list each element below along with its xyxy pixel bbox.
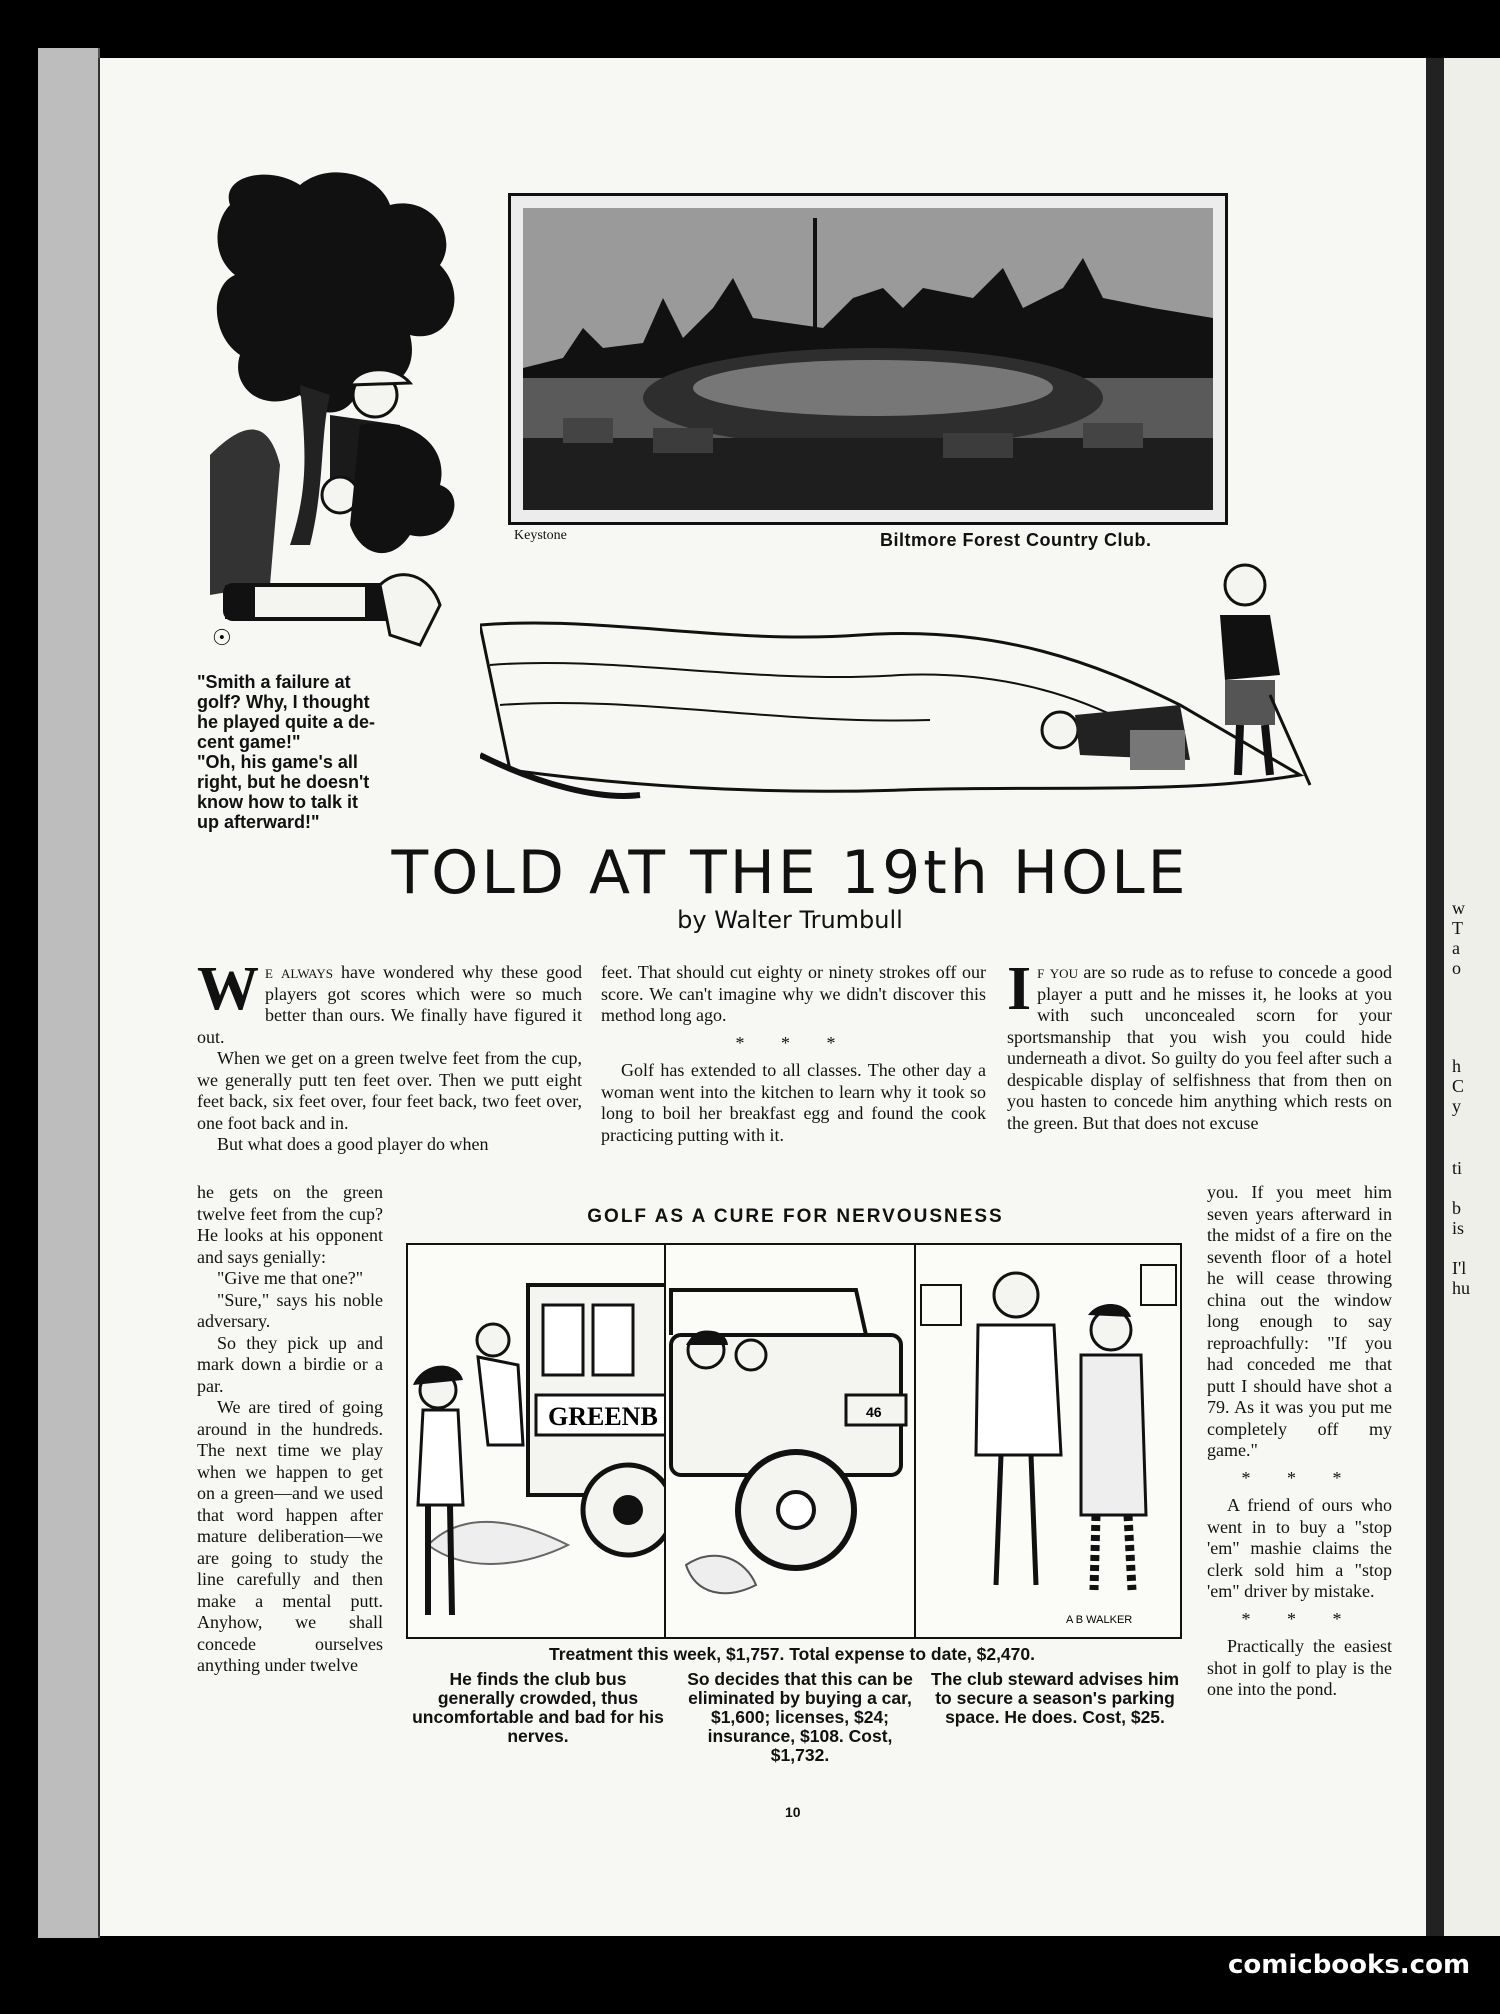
paragraph: you. If you meet him seven years afterward in the midst of a fire on the seventh floor of a hotel he will cease throwing china out the window long enough to say reproachfully: "If you had conceded me that putt I should have shot a 79. As it was you put me completely off my game." xyxy=(1207,1182,1392,1460)
car-drawing xyxy=(666,1245,916,1637)
paragraph: We are tired of going around in the hundreds. The next time we play when we happen to get on a green—and we used that word happen after mature deliberation—we are going to study the line carefully and then make a mental putt. Anyhow, we shall concede ourselves anything under twelve xyxy=(197,1397,383,1675)
comic-panel-bus xyxy=(406,1243,668,1639)
comic-panel-car xyxy=(664,1243,918,1639)
page-number: 10 xyxy=(785,1804,801,1820)
paragraph: "Sure," says his noble adversary. xyxy=(197,1289,383,1331)
clubhouse-silhouette xyxy=(523,208,1213,510)
artist-signature: A B WALKER xyxy=(1066,1614,1133,1626)
joke-line: "Oh, his game's all xyxy=(197,752,358,772)
country-club-photo xyxy=(508,193,1228,525)
golfer-tree-illustration xyxy=(210,165,510,685)
fragment-text: h xyxy=(1452,1056,1461,1076)
comic-panel-parking xyxy=(914,1243,1182,1639)
cartoon-joke xyxy=(197,672,427,832)
paragraph: When we get on a green twelve feet from the cup, we generally putt ten feet over. Then we putt eight feet back, six feet over, four feet back, two feet over, one foot back and in. xyxy=(197,1048,582,1133)
photo-credit: Keystone xyxy=(514,528,567,543)
paragraph: Practically the easiest shot in golf to play is the one into the pond. xyxy=(1207,1636,1392,1699)
panel-2-caption: So decides that this can be eliminated by buying a car, $1,600; licenses, $24; insurance, $108. Cost, $1,732. xyxy=(687,1669,913,1765)
comic-title: GOLF AS A CURE FOR NERVOUSNESS xyxy=(587,1206,1004,1227)
article-column-2 xyxy=(601,962,986,1146)
bus-drawing xyxy=(408,1245,666,1637)
comic-total: Treatment this week, $1,757. Total expense to date, $2,470. xyxy=(548,1644,1035,1664)
license-plate: 46 xyxy=(866,1404,882,1420)
paragraph: he gets on the green twelve feet from the cup? He looks at his opponent and says genially: xyxy=(197,1182,383,1267)
lead-in: e always xyxy=(265,962,333,982)
book-page-edges xyxy=(38,48,100,1938)
paragraph: feet. That should cut eighty or ninety strokes off our score. We can't imagine why we didn't discover this method long ago. xyxy=(601,962,986,1025)
fragment-text: T xyxy=(1452,918,1463,938)
fragment-text: is xyxy=(1452,1218,1465,1238)
drop-cap: I xyxy=(1007,955,1032,1023)
article-column-1 xyxy=(197,955,583,1156)
article-title: TOLD AT THE 19th HOLE xyxy=(391,838,1189,908)
fragment-text: o xyxy=(1452,958,1461,978)
section-break: * * * xyxy=(1241,1467,1358,1488)
paragraph: A friend of ours who went in to buy a "stop 'em" mashie claims the clerk sold him a "stop 'em" driver by mistake. xyxy=(1207,1495,1392,1601)
joke-line: up afterward!" xyxy=(197,812,320,832)
next-page-fragment xyxy=(1444,58,1500,1936)
fragment-text: b xyxy=(1452,1198,1461,1218)
fragment-text: w xyxy=(1452,898,1465,918)
article-byline: by Walter Trumbull xyxy=(677,906,903,934)
putting-golfers-illustration xyxy=(480,555,1370,815)
paragraph: are so rude as to refuse to concede a good player a putt and he misses it, he looks at you with such unconcealed scorn for your sportsmanship that you wish you could hide underneath a divot. So guilty do you feel after such a despicable display of selfishness that from then on you hasten to concede him anything which rests on the green. But that does not excuse xyxy=(1007,962,1392,1133)
joke-line: "Smith a failure at xyxy=(197,672,351,692)
section-break: * * * xyxy=(735,1032,852,1053)
joke-line: cent game!" xyxy=(197,732,301,752)
fragment-text: C xyxy=(1452,1076,1465,1096)
svg-text:☉: ☉ xyxy=(212,626,232,651)
paragraph: So they pick up and mark down a birdie or a par. xyxy=(197,1332,383,1396)
section-break: * * * xyxy=(1241,1608,1358,1629)
fragment-text: y xyxy=(1452,1096,1461,1116)
article-column-3-narrow xyxy=(1207,1182,1392,1701)
drop-cap: W xyxy=(197,955,259,1023)
joke-line: know how to talk it xyxy=(197,792,358,812)
panel-1-caption: He finds the club bus generally crowded, thus uncomfortable and bad for his nerves. xyxy=(412,1669,664,1746)
photo-caption: Biltmore Forest Country Club. xyxy=(880,530,1152,550)
fragment-text: a xyxy=(1452,938,1460,958)
joke-line: golf? Why, I thought xyxy=(197,692,370,712)
steward-drawing xyxy=(916,1245,1180,1637)
fragment-text: ti xyxy=(1452,1158,1463,1178)
fragment-text: I'l xyxy=(1452,1258,1467,1278)
panel-3-caption: The club steward advises him to secure a season's parking space. He does. Cost, $25. xyxy=(931,1669,1179,1727)
bus-sign: GREENB xyxy=(548,1402,658,1431)
lead-in: f you xyxy=(1037,962,1078,982)
paragraph: Golf has extended to all classes. The other day a woman went into the kitchen to learn why it took so long to boil her breakfast egg and found the cook practicing putting with it. xyxy=(601,1060,986,1145)
article-column-1-narrow xyxy=(197,1182,383,1677)
book-gutter xyxy=(1426,58,1444,1936)
fragment-text: hu xyxy=(1452,1278,1470,1298)
paragraph: have wondered why these good players got scores which were so much better than ours. We finally have figured it out. xyxy=(197,962,583,1047)
joke-line: right, but he doesn't xyxy=(197,772,370,792)
article-column-3 xyxy=(1007,955,1392,1134)
paragraph: "Give me that one?" xyxy=(217,1268,364,1288)
joke-line: he played quite a de- xyxy=(197,712,376,732)
site-watermark: comicbooks.com xyxy=(1228,1950,1471,1980)
paragraph: But what does a good player do when xyxy=(217,1134,489,1154)
